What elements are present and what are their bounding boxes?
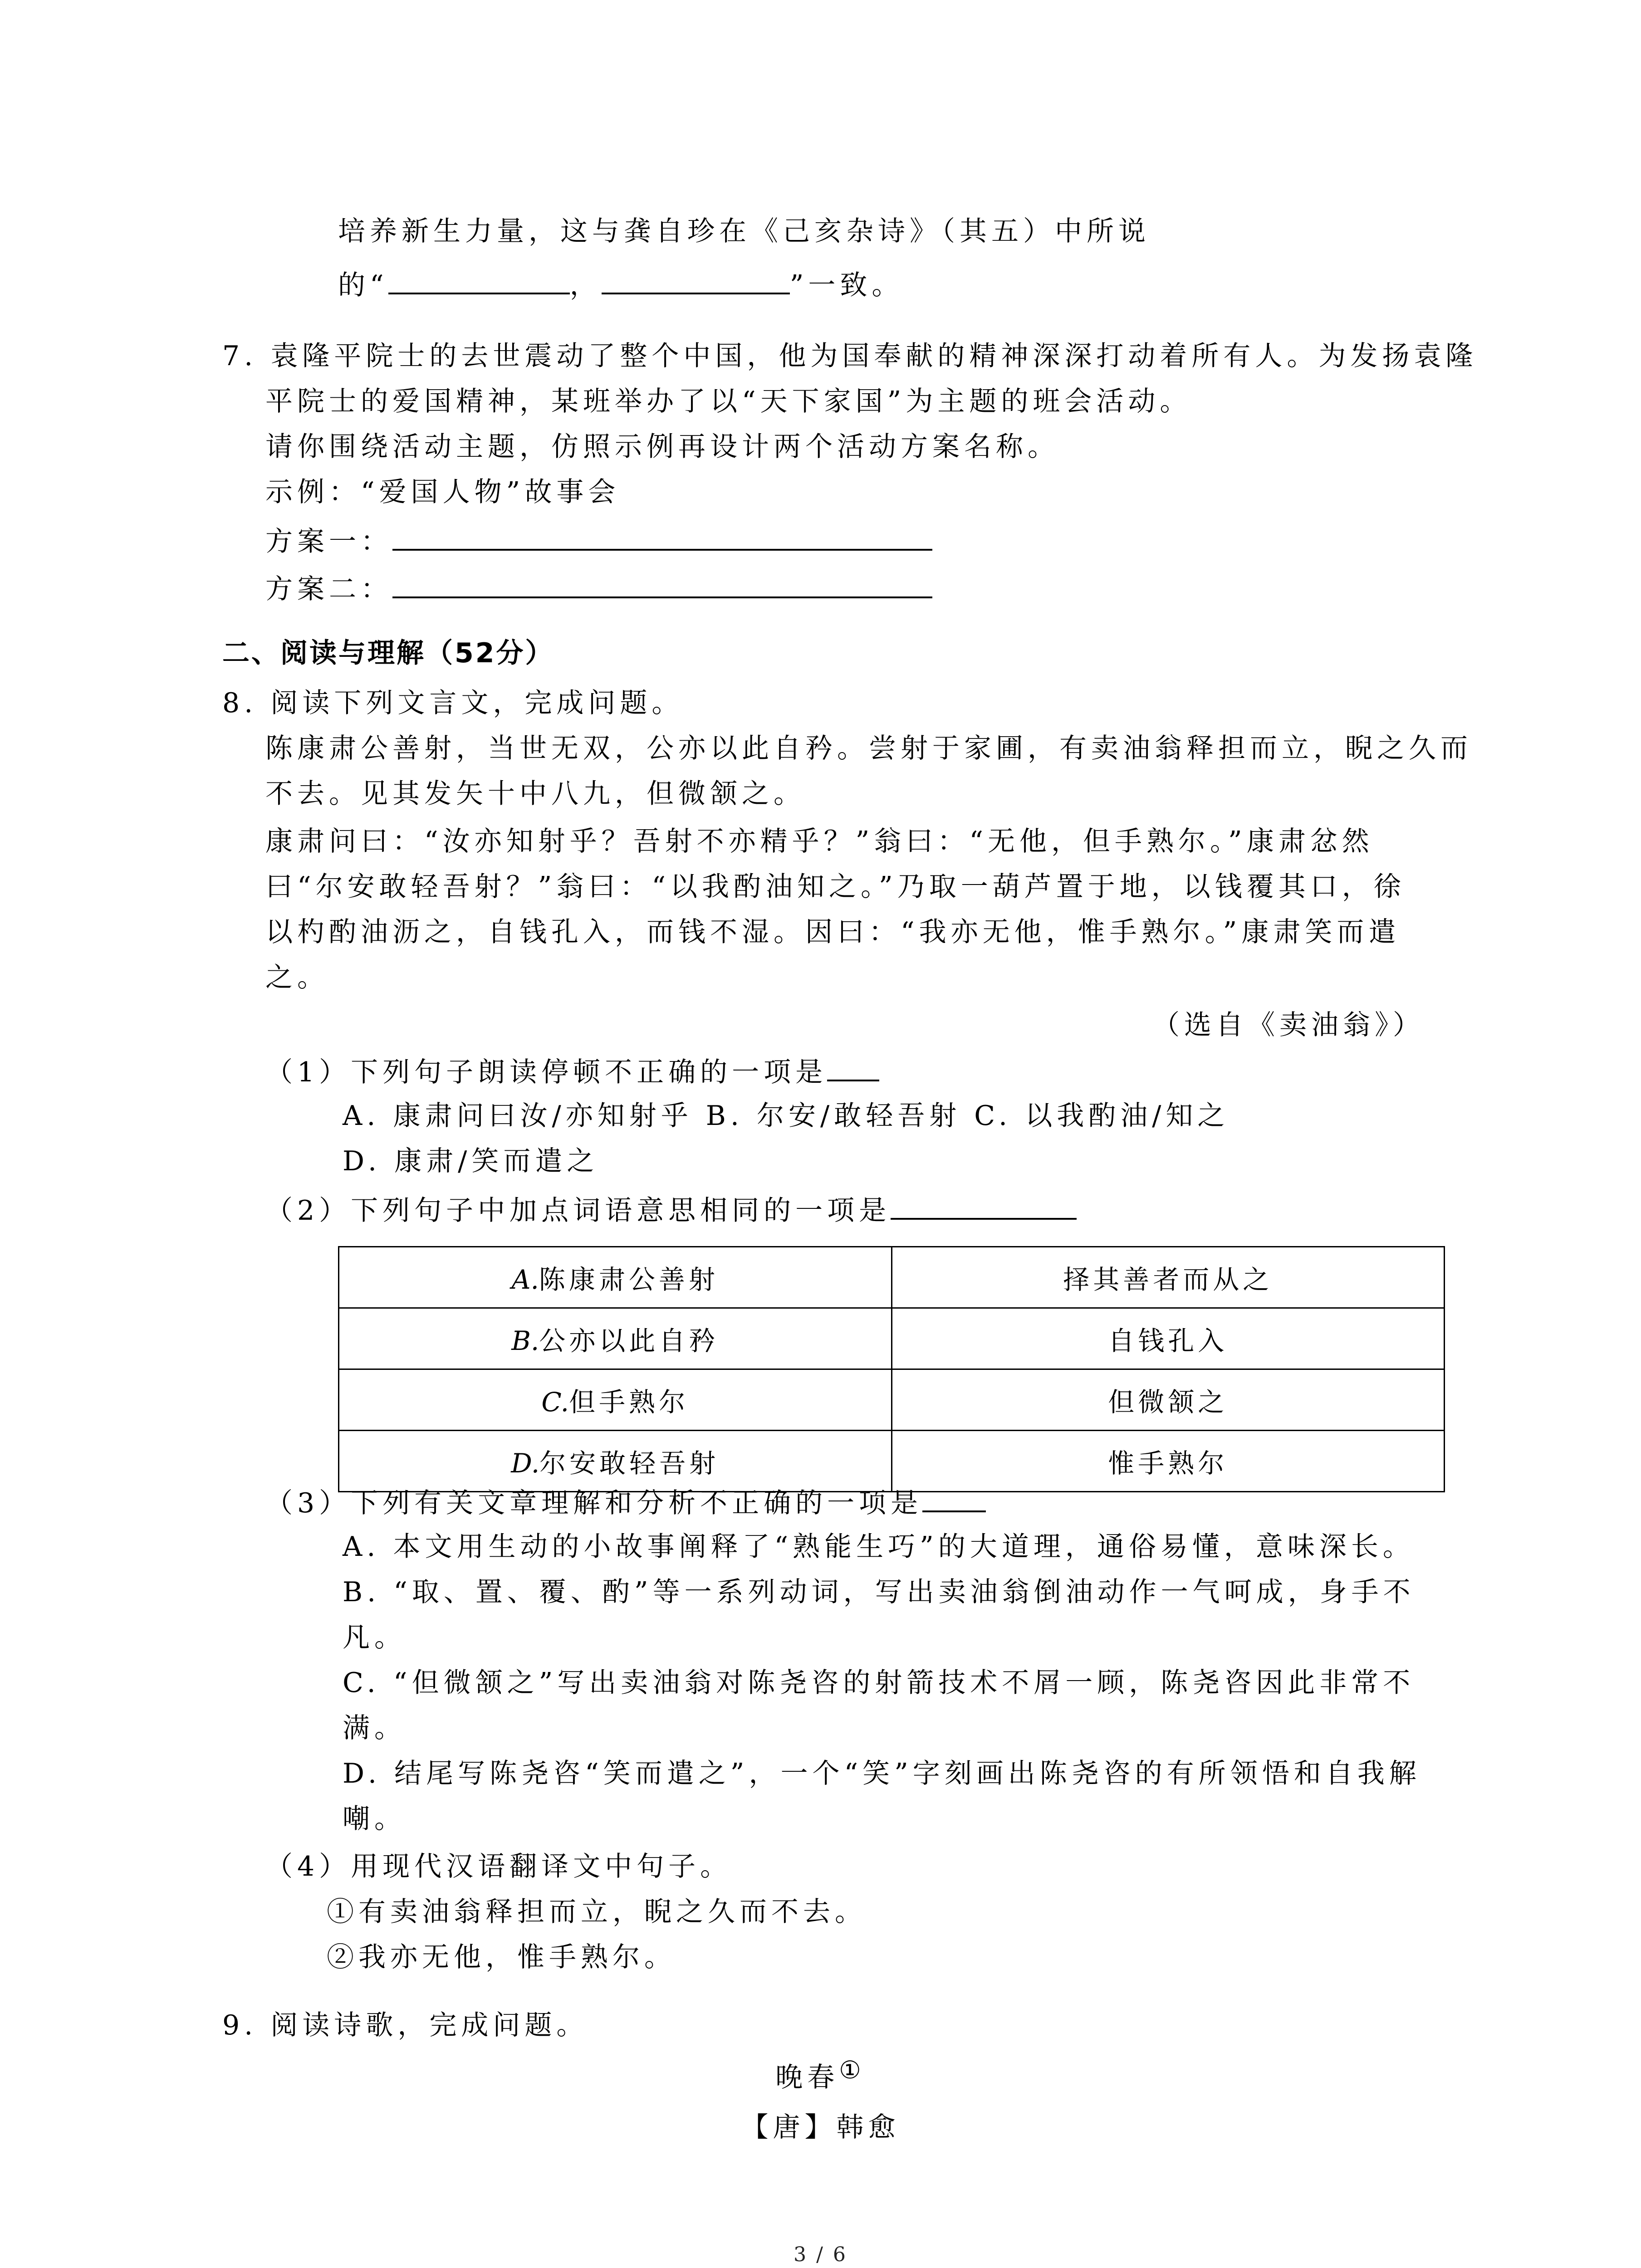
option-left-text: 尔安敢轻吾射 xyxy=(539,1448,720,1479)
table-cell xyxy=(892,1431,1445,1492)
q7-line2: 平院士的爱国精神，某班举办了以“天下家国”为主题的班会活动。 xyxy=(265,386,1192,417)
q8-sub1-answer-blank[interactable] xyxy=(827,1052,879,1081)
option-left-text: 陈康肃公善射 xyxy=(539,1264,719,1295)
poem-title-text: 晚春 xyxy=(775,2062,839,2093)
table-cell xyxy=(339,1308,892,1369)
q8-sub3-option-line: A. 本文用生动的小故事阐释了“熟能生巧”的大道理，通俗易懂，意味深长。 xyxy=(343,1531,1415,1563)
option-letter: C. xyxy=(541,1387,569,1418)
q6-line1: 培养新生力量，这与龚自珍在《己亥杂诗》（其五）中所说 xyxy=(338,215,1150,247)
table-row xyxy=(339,1247,1445,1308)
q8-sub3-option-line: 嘲。 xyxy=(343,1803,406,1835)
q8-sub2-stem-text: （2）下列句子中加点词语意思相同的一项是 xyxy=(265,1195,891,1227)
q8-intro: 8. 阅读下列文言文，完成问题。 xyxy=(222,687,684,719)
q8-sub3-option-line: 满。 xyxy=(343,1712,406,1744)
table-cell xyxy=(892,1369,1445,1431)
q8-passage-line: 以杓酌油沥之，自钱孔入，而钱不湿。因曰：“我亦无他，惟手熟尔。”康肃笑而遣 xyxy=(265,916,1401,948)
option-letter: A. xyxy=(511,1264,539,1295)
q8-sub3-answer-blank[interactable] xyxy=(922,1483,986,1512)
q8-sub4-stem: （4）用现代汉语翻译文中句子。 xyxy=(265,1851,732,1882)
q8-sub3-option-line: C. “但微颔之”写出卖油翁对陈尧咨的射箭技术不屑一顾，陈尧咨因此非常不 xyxy=(343,1667,1415,1699)
q9-intro: 9. 阅读诗歌，完成问题。 xyxy=(222,2009,588,2041)
q7-line1: 7. 袁隆平院士的去世震动了整个中国，他为国奉献的精神深深打动着所有人。为发扬袁隆 xyxy=(222,340,1478,372)
q8-sub1-options-line1: A. 康肃问曰汝/亦知射乎 B. 尔安/敢轻吾射 C. 以我酌油/知之 xyxy=(343,1100,1230,1132)
q7-plan1-answer-line[interactable] xyxy=(392,522,932,551)
q6-line2-mid: ， xyxy=(569,269,602,301)
table-cell xyxy=(892,1308,1445,1369)
option-right-text: 惟手熟尔 xyxy=(1108,1448,1228,1479)
q6-blank-2[interactable] xyxy=(602,265,790,294)
q8-passage-line: 不去。见其发矢十中八九，但微颔之。 xyxy=(265,778,805,810)
q9-poem-title xyxy=(0,2056,1641,2097)
q8-sub2-stem xyxy=(265,1191,1077,1229)
q8-sub3-stem xyxy=(265,1483,986,1521)
table-row xyxy=(339,1308,1445,1369)
table-cell xyxy=(892,1247,1445,1308)
option-left-text: 公亦以此自矜 xyxy=(539,1325,719,1356)
q7-plan1 xyxy=(265,522,932,560)
q8-sub3-option-line: B. “取、置、覆、酌”等一系列动词，写出卖油翁倒油动作一气呵成，身手不 xyxy=(343,1576,1415,1608)
q6-line2 xyxy=(338,265,903,303)
q8-sub2-options-table xyxy=(338,1246,1445,1492)
q7-example: 示例：“爱国人物”故事会 xyxy=(265,476,620,508)
page-number: 3 / 6 xyxy=(794,2243,847,2266)
q6-blank-1[interactable] xyxy=(388,265,570,294)
q6-line2-pre: 的“ xyxy=(338,269,388,301)
poem-footnote-marker: ① xyxy=(839,2056,866,2084)
q8-sub3-option-line: 凡。 xyxy=(343,1622,406,1653)
section-title: 二、阅读与理解（52分） xyxy=(222,637,554,669)
option-right-text: 择其善者而从之 xyxy=(1063,1264,1273,1295)
q8-sub1-options-line2: D. 康肃/笑而遣之 xyxy=(343,1145,599,1177)
table-cell xyxy=(339,1431,892,1492)
q8-source: （选自《卖油翁》） xyxy=(1152,1009,1425,1041)
q6-line2-post: ”一致。 xyxy=(789,269,904,301)
q8-sub4-item1: ①有卖油翁释担而立，睨之久而不去。 xyxy=(327,1896,867,1928)
q7-plan2-label: 方案二： xyxy=(265,573,392,605)
option-left-text: 但手熟尔 xyxy=(569,1387,689,1418)
table-cell xyxy=(339,1369,892,1431)
table-cell xyxy=(339,1247,892,1308)
q8-sub4-item2: ②我亦无他，惟手熟尔。 xyxy=(327,1941,676,1973)
q8-passage-line: 陈康肃公善射，当世无双，公亦以此自矜。尝射于家圃，有卖油翁释担而立，睨之久而 xyxy=(265,733,1472,764)
option-right-text: 但微颔之 xyxy=(1108,1387,1228,1418)
q8-sub2-answer-blank[interactable] xyxy=(891,1191,1077,1220)
q7-plan2-answer-line[interactable] xyxy=(392,569,932,598)
q7-plan2 xyxy=(265,569,932,607)
q8-passage-line: 之。 xyxy=(265,962,329,993)
q8-sub1-stem xyxy=(265,1052,879,1090)
q8-passage-line: 康肃问曰：“汝亦知射乎？吾射不亦精乎？”翁曰：“无他，但手熟尔。”康肃忿然 xyxy=(265,826,1374,857)
option-letter: D. xyxy=(511,1448,540,1479)
table-row xyxy=(339,1431,1445,1492)
q9-poem-author: 【唐】韩愈 xyxy=(741,2112,900,2143)
q7-plan1-label: 方案一： xyxy=(265,526,392,557)
q7-line3: 请你围绕活动主题，仿照示例再设计两个活动方案名称。 xyxy=(265,431,1059,463)
q8-sub1-stem-text: （1）下列句子朗读停顿不正确的一项是 xyxy=(265,1056,828,1088)
q8-sub3-option-line: D. 结尾写陈尧咨“笑而遣之”，一个“笑”字刻画出陈尧咨的有所领悟和自我解 xyxy=(343,1758,1421,1789)
option-letter: B. xyxy=(511,1325,539,1356)
table-row xyxy=(339,1369,1445,1431)
q8-sub3-stem-text: （3）下列有关文章理解和分析不正确的一项是 xyxy=(265,1487,923,1519)
option-right-text: 自钱孔入 xyxy=(1108,1325,1228,1356)
q8-passage-line: 曰“尔安敢轻吾射？”翁曰：“以我酌油知之。”乃取一葫芦置于地，以钱覆其口，徐 xyxy=(265,871,1406,903)
